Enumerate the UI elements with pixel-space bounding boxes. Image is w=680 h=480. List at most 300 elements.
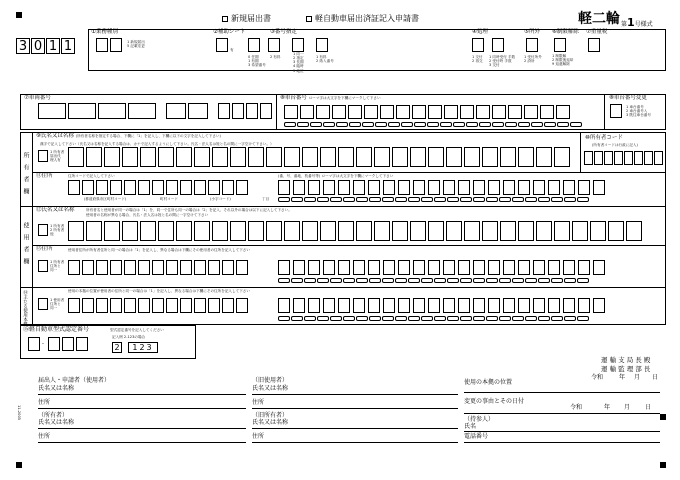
- date-era: 令和: [591, 374, 604, 381]
- check-new-registration[interactable]: 新規届出書: [222, 15, 271, 23]
- addr-detail-cell[interactable]: [308, 180, 320, 195]
- frame-change-box[interactable]: [610, 104, 622, 118]
- addr-detail-cell[interactable]: [368, 180, 380, 195]
- frame-cell[interactable]: [556, 105, 570, 119]
- check-certificate-application[interactable]: 軽自動車届出済証記入申請書: [306, 15, 419, 23]
- frame-cell[interactable]: [300, 105, 314, 119]
- owner-name-cell[interactable]: [158, 147, 174, 167]
- owner-name-cell[interactable]: [284, 147, 300, 167]
- old-owner-name-label: 氏名又は名称: [252, 419, 289, 426]
- plate-number-cells[interactable]: [38, 103, 274, 119]
- addr-detail-cell[interactable]: [308, 260, 320, 275]
- user-name-cell[interactable]: [608, 221, 624, 241]
- owner-name-cell[interactable]: [356, 147, 372, 167]
- addr-detail-cell[interactable]: [458, 180, 470, 195]
- field-restriction-label: ⑥制限解除: [552, 29, 579, 35]
- addr-code-cell[interactable]: [96, 260, 108, 275]
- frame-letter-pills[interactable]: [284, 122, 583, 127]
- owner-code-cell[interactable]: [654, 151, 663, 165]
- frame-cell[interactable]: [444, 105, 458, 119]
- addr-detail-cell[interactable]: [323, 180, 335, 195]
- frame-cell[interactable]: [524, 105, 538, 119]
- addr-detail-cell[interactable]: [533, 180, 545, 195]
- addr-code-cell[interactable]: [152, 180, 164, 195]
- addr-detail-cell[interactable]: [548, 260, 560, 275]
- outside-box[interactable]: [526, 38, 538, 52]
- addr-detail-cell[interactable]: [413, 180, 425, 195]
- frame-number-cells[interactable]: [284, 105, 572, 119]
- old-user-address-label: 住所: [252, 399, 265, 406]
- addr-detail-cell[interactable]: [578, 298, 590, 313]
- restriction-note: 1 制限解 2 制限後返却 9 返還解除: [552, 54, 574, 67]
- addr-detail-cell[interactable]: [293, 298, 305, 313]
- owner-name-cell[interactable]: [500, 147, 516, 167]
- addr-code-cell[interactable]: [166, 260, 178, 275]
- frame-cell[interactable]: [380, 105, 394, 119]
- addr-detail-cell[interactable]: [293, 260, 305, 275]
- addr-detail-cell[interactable]: [398, 180, 410, 195]
- addr-detail-cell[interactable]: [413, 260, 425, 275]
- owner-code-cell[interactable]: [594, 151, 603, 165]
- addr-code-cell[interactable]: [194, 180, 206, 195]
- owner-agent-box[interactable]: [38, 150, 48, 162]
- addr-detail-cell[interactable]: [353, 298, 365, 313]
- plate-number-label: ⑦車両番号: [24, 95, 51, 101]
- vehicle-divider: [276, 94, 277, 130]
- user-name-cells[interactable]: [68, 221, 644, 241]
- addr-detail-cell[interactable]: [593, 180, 605, 195]
- user-name-cell[interactable]: [302, 221, 318, 241]
- addr-code-cell[interactable]: [208, 260, 220, 275]
- type-cert-dash: -: [42, 341, 44, 347]
- user-name-cell[interactable]: [158, 221, 174, 241]
- owner-name-cell[interactable]: [104, 147, 120, 167]
- owner-sign-name-label: 氏名又は名称: [38, 419, 75, 426]
- owner-addr-pills[interactable]: [278, 197, 590, 202]
- number-note-2: 2 有料: [270, 55, 281, 59]
- addr-detail-cell[interactable]: [563, 260, 575, 275]
- user-name-cell[interactable]: [464, 221, 480, 241]
- owner-addr-sub-3: (小字コード): [210, 197, 231, 201]
- restriction-box[interactable]: [554, 38, 566, 52]
- user-name-cell[interactable]: [572, 221, 588, 241]
- owner-name-cell[interactable]: [518, 147, 534, 167]
- addr-code-cell[interactable]: [152, 298, 164, 313]
- owner-name-cell[interactable]: [374, 147, 390, 167]
- addr-code-cell[interactable]: [138, 298, 150, 313]
- plate-cell[interactable]: [38, 103, 66, 119]
- addr-detail-cell[interactable]: [503, 260, 515, 275]
- owner-name-cell[interactable]: [230, 147, 246, 167]
- addr-detail-cell[interactable]: [443, 180, 455, 195]
- processing-note-2: 1 同時受付 手数 2 受付時 手数 3 交付: [489, 55, 516, 68]
- addr-code-cell[interactable]: [68, 260, 80, 275]
- frame-cell[interactable]: [492, 105, 506, 119]
- user-name-cell[interactable]: [482, 221, 498, 241]
- owner-side-label: 所有者欄: [22, 152, 29, 200]
- type-cert-box-1[interactable]: [28, 337, 40, 351]
- frame-cell[interactable]: [364, 105, 378, 119]
- owner-name-cell[interactable]: [392, 147, 408, 167]
- addr-code-cell[interactable]: [124, 298, 136, 313]
- addr-detail-cell[interactable]: [338, 260, 350, 275]
- user-name-cell[interactable]: [122, 221, 138, 241]
- addr-detail-cell[interactable]: [488, 260, 500, 275]
- addr-detail-cell[interactable]: [473, 180, 485, 195]
- addr-detail-cell[interactable]: [398, 298, 410, 313]
- addr-code-cell[interactable]: [68, 180, 80, 195]
- user-addr-pills[interactable]: [278, 278, 590, 283]
- agent-label: （持参人）: [464, 416, 495, 423]
- owner-code-cell[interactable]: [644, 151, 653, 165]
- addr-code-cell[interactable]: [208, 180, 220, 195]
- addr-detail-cell[interactable]: [458, 298, 470, 313]
- addr-code-cell[interactable]: [68, 298, 80, 313]
- addr-detail-cell[interactable]: [428, 180, 440, 195]
- base-code-cells[interactable]: [68, 298, 250, 313]
- business-type-note: 1 新規届出 5 記載変更: [127, 40, 145, 49]
- addr-detail-cell[interactable]: [338, 180, 350, 195]
- user-name-cell[interactable]: [500, 221, 516, 241]
- owner-addr-sub-2: 町村コード: [160, 197, 178, 201]
- owner-name-cell[interactable]: [302, 147, 318, 167]
- base-pills[interactable]: [278, 316, 590, 321]
- frame-cell[interactable]: [460, 105, 474, 119]
- owner-name-cell[interactable]: [320, 147, 336, 167]
- addr-detail-cell[interactable]: [353, 260, 365, 275]
- plate-cell[interactable]: [246, 103, 258, 119]
- number-box-4[interactable]: [316, 38, 328, 52]
- addr-code-cell[interactable]: [236, 260, 248, 275]
- user-name-cell[interactable]: [590, 221, 606, 241]
- owner-code-cell[interactable]: [604, 151, 613, 165]
- addr-detail-cell[interactable]: [593, 260, 605, 275]
- addr-code-cell[interactable]: [194, 260, 206, 275]
- user-name-cell[interactable]: [230, 221, 246, 241]
- user-addr-same-note: 1 所有者 住所と 同一: [50, 260, 65, 273]
- user-name-label: ⑫氏名又は名称: [36, 207, 75, 213]
- owner-name-cells[interactable]: [68, 147, 572, 167]
- user-same-box[interactable]: [38, 224, 48, 236]
- frame-cell[interactable]: [412, 105, 426, 119]
- addr-detail-cell[interactable]: [473, 298, 485, 313]
- code-digit: 1: [46, 38, 60, 54]
- old-owner-name-line: [252, 428, 458, 429]
- frame-cell[interactable]: [540, 105, 554, 119]
- frame-cell[interactable]: [476, 105, 490, 119]
- owner-code-cell[interactable]: [634, 151, 643, 165]
- plate-cell[interactable]: [128, 103, 156, 119]
- addr-detail-cell[interactable]: [518, 260, 530, 275]
- addr-detail-cell[interactable]: [578, 260, 590, 275]
- number-note-1: 0 任期 1 有期 3 希望番号: [248, 55, 266, 68]
- business-type-box[interactable]: [96, 38, 108, 52]
- owner-name-cell[interactable]: [176, 147, 192, 167]
- applicant-label: 届出人・申請者（使用者）: [38, 377, 111, 384]
- phone-line: [464, 442, 660, 443]
- user-side-label: 使用者欄: [22, 222, 29, 270]
- type-cert-box-3[interactable]: [62, 337, 74, 351]
- addr-detail-cell[interactable]: [548, 180, 560, 195]
- addr-code-cell[interactable]: [222, 180, 234, 195]
- addr-code-cell[interactable]: [166, 298, 178, 313]
- form-kind: 第1号様式: [621, 16, 653, 29]
- addr-detail-cell[interactable]: [533, 260, 545, 275]
- addr-detail-cell[interactable]: [563, 298, 575, 313]
- user-name-note: 所有者名と使用者が同一の場合は「1」を、同一で住所も同一の場合は「2」を記入、それ以外の場合は以下に記入して下さい。: [86, 208, 292, 212]
- addr-detail-cell[interactable]: [458, 260, 470, 275]
- addr-detail-cell[interactable]: [533, 298, 545, 313]
- owner-addr-code-cells[interactable]: [68, 180, 250, 195]
- old-user-name-label: 氏名又は名称: [252, 385, 289, 392]
- addr-detail-cell[interactable]: [578, 180, 590, 195]
- addr-detail-cell[interactable]: [413, 298, 425, 313]
- plate-cell[interactable]: [188, 103, 208, 119]
- addr-code-cell[interactable]: [222, 298, 234, 313]
- number-note-4: 1 有料 2 紙入番号: [316, 55, 334, 64]
- addr-detail-cell[interactable]: [368, 298, 380, 313]
- owner-name-cell[interactable]: [266, 147, 282, 167]
- frame-cell[interactable]: [396, 105, 410, 119]
- addr-code-cell[interactable]: [166, 180, 178, 195]
- addr-detail-cell[interactable]: [323, 298, 335, 313]
- processing-note-1: 1 交付 2 再交: [472, 55, 483, 64]
- owner-addr-label: ⑪住所: [36, 173, 53, 179]
- frame-cell[interactable]: [316, 105, 330, 119]
- owner-addr-divider: [32, 172, 666, 173]
- addr-detail-cell[interactable]: [368, 260, 380, 275]
- addr-detail-cell[interactable]: [503, 180, 515, 195]
- owner-name-cell[interactable]: [122, 147, 138, 167]
- owner-code-cell[interactable]: [584, 151, 593, 165]
- frame-cell[interactable]: [332, 105, 346, 119]
- vehicle-divider-2: [604, 94, 605, 130]
- addr-detail-cell[interactable]: [428, 260, 440, 275]
- user-name-cell[interactable]: [194, 221, 210, 241]
- frame-cell[interactable]: [508, 105, 522, 119]
- top-row-frame: [88, 29, 666, 71]
- user-name-cell[interactable]: [104, 221, 120, 241]
- addr-detail-cell[interactable]: [278, 298, 290, 313]
- user-name-cell[interactable]: [554, 221, 570, 241]
- addr-code-cell[interactable]: [236, 180, 248, 195]
- user-name-cell[interactable]: [374, 221, 390, 241]
- frame-cell[interactable]: [284, 105, 298, 119]
- base-note: 使用の本拠の位置が使用者の住所と同一の場合は「1」を記入し、異なる場合は下欄にその住所を記入して下さい: [68, 289, 250, 293]
- owner-name-cell[interactable]: [68, 147, 84, 167]
- processing-box-2[interactable]: [492, 38, 504, 52]
- user-same-note: 1 所有者 2 所有者 他: [50, 224, 65, 237]
- addr-detail-cell[interactable]: [563, 180, 575, 195]
- addr-code-cell[interactable]: [110, 298, 122, 313]
- owner-name-cell[interactable]: [86, 147, 102, 167]
- number-box-3[interactable]: [292, 38, 304, 52]
- weight-tax-box[interactable]: [588, 38, 600, 52]
- user-addr-code-cells[interactable]: [68, 260, 250, 275]
- base-location-line: [464, 392, 660, 393]
- change-date-era: 令和: [570, 404, 583, 411]
- owner-name-cell[interactable]: [464, 147, 480, 167]
- aux-sheet-box[interactable]: [216, 38, 228, 52]
- owner-name-cell[interactable]: [248, 147, 264, 167]
- user-name-cell[interactable]: [338, 221, 354, 241]
- applicant-address-line: [38, 408, 246, 409]
- frame-cell[interactable]: [348, 105, 362, 119]
- addr-code-cell[interactable]: [82, 260, 94, 275]
- addr-code-cell[interactable]: [110, 260, 122, 275]
- user-name-cell[interactable]: [446, 221, 462, 241]
- user-name-note-2: 使用者の名称が異なる場合、氏名・法人名は姓と名の間に一字空けて下さい: [86, 213, 209, 217]
- addr-detail-cell[interactable]: [503, 298, 515, 313]
- plate-cell[interactable]: [260, 103, 272, 119]
- addr-detail-cell[interactable]: [308, 298, 320, 313]
- plate-cell[interactable]: [218, 103, 230, 119]
- addr-detail-cell[interactable]: [398, 260, 410, 275]
- owner-name-cell[interactable]: [554, 147, 570, 167]
- user-base-divider: [20, 287, 666, 288]
- number-box-1[interactable]: [248, 38, 260, 52]
- addr-code-cell[interactable]: [138, 180, 150, 195]
- corner-mark-bottom-left: [16, 462, 22, 468]
- owner-code-cells[interactable]: [584, 151, 664, 165]
- old-owner-address-line: [252, 442, 458, 443]
- addr-code-cell[interactable]: [180, 260, 192, 275]
- user-name-cell[interactable]: [626, 221, 642, 241]
- change-date-day: 日: [645, 404, 652, 411]
- owner-code-cell[interactable]: [614, 151, 623, 165]
- owner-name-cell[interactable]: [194, 147, 210, 167]
- user-name-cell[interactable]: [176, 221, 192, 241]
- addr-detail-cell[interactable]: [593, 298, 605, 313]
- number-box-2[interactable]: [268, 38, 280, 52]
- addr-code-cell[interactable]: [110, 180, 122, 195]
- plate-cell[interactable]: [98, 103, 126, 119]
- addr-code-cell[interactable]: [180, 298, 192, 313]
- field-processing-label: ④処理: [472, 29, 488, 35]
- addr-code-cell[interactable]: [194, 298, 206, 313]
- addr-detail-cell[interactable]: [428, 298, 440, 313]
- owner-name-cell[interactable]: [140, 147, 156, 167]
- user-addr-detail-cells[interactable]: [278, 260, 608, 275]
- owner-name-cell[interactable]: [212, 147, 228, 167]
- addr-detail-cell[interactable]: [443, 298, 455, 313]
- frame-number-label: ⑧車台番号 ローマ字は大文字を下欄にマークして下さい: [280, 95, 381, 101]
- base-detail-cells[interactable]: [278, 298, 608, 313]
- addr-code-cell[interactable]: [138, 260, 150, 275]
- user-name-cell[interactable]: [392, 221, 408, 241]
- addr-code-cell[interactable]: [96, 180, 108, 195]
- owner-name-cell[interactable]: [410, 147, 426, 167]
- addr-detail-cell[interactable]: [518, 180, 530, 195]
- addr-detail-cell[interactable]: [353, 180, 365, 195]
- owner-addr-detail-cells[interactable]: [278, 180, 608, 195]
- applicant-address-label: 住所: [38, 399, 51, 406]
- addr-detail-cell[interactable]: [278, 180, 290, 195]
- user-name-cell[interactable]: [140, 221, 156, 241]
- type-cert-box-4[interactable]: [76, 337, 88, 351]
- addr-detail-cell[interactable]: [383, 298, 395, 313]
- plate-cell[interactable]: [232, 103, 244, 119]
- plate-cell[interactable]: [68, 103, 96, 119]
- code-digit: 0: [31, 38, 45, 54]
- owner-name-cell[interactable]: [428, 147, 444, 167]
- owner-sign-name-line: [38, 428, 246, 429]
- addr-detail-cell[interactable]: [548, 298, 560, 313]
- frame-cell[interactable]: [428, 105, 442, 119]
- owner-sign-label: （所有者）: [38, 412, 69, 419]
- user-name-cell[interactable]: [284, 221, 300, 241]
- addr-code-cell[interactable]: [152, 260, 164, 275]
- agent-name-line: [464, 431, 660, 432]
- user-addr-same-box[interactable]: [38, 260, 48, 272]
- addr-detail-cell[interactable]: [473, 260, 485, 275]
- addr-code-cell[interactable]: [236, 298, 248, 313]
- addr-detail-cell[interactable]: [383, 260, 395, 275]
- owner-name-cell[interactable]: [338, 147, 354, 167]
- addr-code-cell[interactable]: [124, 260, 136, 275]
- base-same-note: 1 使用者 住所と 同一: [50, 298, 65, 311]
- addr-code-cell[interactable]: [124, 180, 136, 195]
- field-business-type-label: ①業務種別: [91, 29, 118, 35]
- user-name-cell[interactable]: [68, 221, 84, 241]
- owner-name-cell[interactable]: [536, 147, 552, 167]
- addr-detail-cell[interactable]: [383, 180, 395, 195]
- addr-code-cell[interactable]: [208, 298, 220, 313]
- user-name-cell[interactable]: [266, 221, 282, 241]
- user-name-cell[interactable]: [410, 221, 426, 241]
- processing-box-1[interactable]: [472, 38, 484, 52]
- owner-name-cell[interactable]: [482, 147, 498, 167]
- number-note-3: 1 同一 2 指定 3 長期 4 臨時 5 地位: [293, 52, 304, 73]
- user-addr-note: 使用者住所が所有者住所と同一の場合は「1」を記入し、異なる場合は下欄にその使用者の住所を記入して下さい: [68, 248, 250, 252]
- user-name-cell[interactable]: [86, 221, 102, 241]
- old-user-address-line: [252, 408, 458, 409]
- addr-detail-cell[interactable]: [293, 180, 305, 195]
- user-name-cell[interactable]: [518, 221, 534, 241]
- user-name-cell[interactable]: [248, 221, 264, 241]
- user-name-cell[interactable]: [536, 221, 552, 241]
- owner-name-cell[interactable]: [446, 147, 462, 167]
- addr-detail-cell[interactable]: [323, 260, 335, 275]
- business-type-box-2[interactable]: [110, 38, 122, 52]
- change-date-month: 月: [624, 404, 631, 411]
- corner-mark-bottom-right: [660, 462, 666, 468]
- user-name-cell[interactable]: [212, 221, 228, 241]
- plate-cell[interactable]: [166, 103, 186, 119]
- user-name-cell[interactable]: [356, 221, 372, 241]
- base-same-box[interactable]: [38, 298, 48, 310]
- addr-code-cell[interactable]: [222, 260, 234, 275]
- addr-detail-cell[interactable]: [278, 260, 290, 275]
- aux-sheet-note: 有: [230, 48, 234, 52]
- type-cert-box-2[interactable]: [48, 337, 60, 351]
- addr-detail-cell[interactable]: [488, 180, 500, 195]
- addr-detail-cell[interactable]: [518, 298, 530, 313]
- user-name-cell[interactable]: [320, 221, 336, 241]
- addr-detail-cell[interactable]: [488, 298, 500, 313]
- addr-code-cell[interactable]: [180, 180, 192, 195]
- addr-code-cell[interactable]: [96, 298, 108, 313]
- addr-code-cell[interactable]: [82, 180, 94, 195]
- type-cert-sample-label: 記入例 2-123の場合: [112, 335, 146, 339]
- addr-detail-cell[interactable]: [338, 298, 350, 313]
- code-digit: 1: [61, 38, 75, 54]
- addr-detail-cell[interactable]: [443, 260, 455, 275]
- owner-code-cell[interactable]: [624, 151, 633, 165]
- office-code: [16, 38, 75, 54]
- user-name-cell[interactable]: [428, 221, 444, 241]
- addr-code-cell[interactable]: [82, 298, 94, 313]
